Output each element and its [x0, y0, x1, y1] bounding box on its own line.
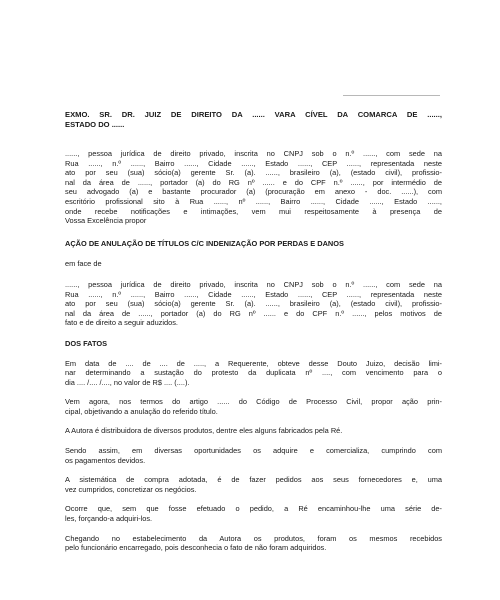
- facts-paragraph: [65, 426, 442, 436]
- text-line: fato e de direito a seguir aduzidos.: [65, 318, 178, 328]
- facts-paragraph: [65, 397, 442, 416]
- facts-paragraph: [65, 359, 442, 388]
- text-line: nar determinando a sustação do protesto da duplicata nº ...., com vencimento para o: [65, 368, 442, 378]
- text-line: Vossa Excelência propor: [65, 216, 147, 226]
- text-line: Sendo assim, em diversas oportunidades os adquire e comercializa, cumprindo com: [65, 446, 442, 456]
- top-rule: [343, 95, 440, 96]
- text-line: escritório profissional sito à Rua ......, nº ......, Bairro ......, Cidade ......, Estado ......,: [65, 196, 442, 206]
- court-header-line: EXMO. SR. DR. JUIZ DE DIREITO DA ...... VARA CÍVEL DA COMARCA DE ......,: [65, 110, 442, 119]
- facts-title: DOS FATOS: [65, 338, 108, 348]
- text-line: Vem agora, nos termos do artigo ...... do Código de Processo Civil, propor ação prin-: [65, 397, 442, 407]
- text-line: cipal, objetivando a anulação do referido título.: [65, 406, 218, 416]
- text-line: Ocorre que, sem que fosse efetuado o pedido, a Ré encaminhou-lhe uma série de-: [65, 504, 442, 514]
- facts-paragraph: [65, 475, 442, 494]
- text-line: Rua ......, n.º ......, Bairro ......, Cidade ......, Estado ......, CEP ......, representada neste: [65, 158, 442, 168]
- text-line: nal da área de ......, portador (a) do RG nº ...... e do CPF n.º ......, pelos motivos de: [65, 308, 442, 318]
- action-title: AÇÃO DE ANULAÇÃO DE TÍTULOS C/C INDENIZAÇÃO POR PERDAS E DANOS: [65, 238, 344, 248]
- text-line: ......, pessoa jurídica de direito privado, inscrita no CNPJ sob o n.º ......, com sede na: [65, 279, 442, 289]
- text-line: Rua ......, n.º ......, Bairro ......, Cidade ......, Estado ......, CEP ......, representada neste: [65, 289, 442, 299]
- defendant-paragraph: [65, 280, 442, 328]
- text-line: nal da área de ......, portador (a) do RG nº ...... e do CPF n.º ......, por intermédio de: [65, 177, 442, 187]
- text-line: ato por seu (sua) sócio(a) gerente Sr. (a). ......, brasileiro (a), (estado civil), profissio-: [65, 299, 442, 309]
- facts-paragraph: [65, 446, 442, 465]
- text-line: Chegando no estabelecimento da Autora os produtos, foram os mesmos recebidos: [65, 533, 442, 543]
- petition-body: [65, 110, 442, 553]
- facts-paragraph: [65, 504, 442, 523]
- text-line: onde recebe notificações e intimações, vem mui respeitosamente à presença de: [65, 206, 442, 216]
- text-line: ato por seu (sua) sócio(a) gerente Sr. (a). ......, brasileiro (a), (estado civil), profissio-: [65, 168, 442, 178]
- text-line: vez cumpridos, concretizar os negócios.: [65, 484, 197, 494]
- plaintiff-paragraph: [65, 149, 442, 226]
- em-face-text: em face de: [65, 259, 102, 269]
- text-line: Em data de .... de .... de ....., a Requerente, obteve desse Douto Juizo, decisão limi-: [65, 358, 442, 368]
- text-line: ......, pessoa jurídica de direito privado, inscrita no CNPJ sob o n.º ......, com sede na: [65, 149, 442, 158]
- text-line: A Autora é distribuidora de diversos produtos, dentre eles alguns fabricados pela Ré.: [65, 426, 343, 436]
- text-line: seu advogado (a) e bastante procurador (a) (procuração em anexo - doc. ......), com: [65, 187, 442, 197]
- facts-paragraph: [65, 534, 442, 553]
- court-header-line: ESTADO DO ......: [65, 120, 125, 129]
- text-line: les, forçando-a adquiri-los.: [65, 514, 153, 524]
- text-line: dia .... /.... /...., no valor de R$ .... (....).: [65, 377, 190, 387]
- text-line: pelo funcionário encarregado, pois desconhecia o fato de não foram adquiridos.: [65, 543, 327, 553]
- court-header: [65, 110, 442, 130]
- text-line: A sistemática de compra adotada, é de fazer pedidos aos seus fornecedores e, uma: [65, 475, 442, 485]
- text-line: os pagamentos devidos.: [65, 455, 146, 465]
